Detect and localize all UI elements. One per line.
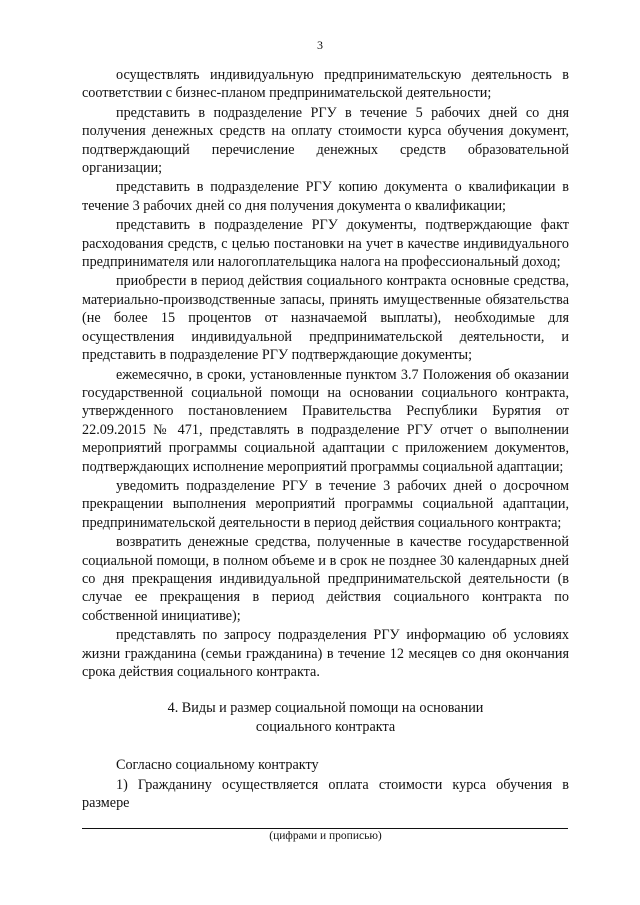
fill-in-caption: (цифрами и прописью) (269, 830, 382, 843)
paragraph: представить в подразделение РГУ копию документа о квалификации в течение 3 рабочих дней со дня получения документа о квалификации; (82, 179, 569, 214)
section-heading-line: социального контракта (255, 718, 396, 735)
document-body (82, 66, 569, 842)
paragraph: осуществлять индивидуальную предпринимательскую деятельность в соответствии с бизнес-планом предпринимательской деятельности; (82, 67, 569, 102)
paragraph: 1) Гражданину осуществляется оплата стоимости курса обучения в размере (82, 776, 569, 812)
section-heading-line: 4. Виды и размер социальной помощи на основании (167, 700, 484, 717)
paragraph: представить в подразделение РГУ документы, подтверждающие факт расходования средств, с целью постановки на учет в качестве индивидуального предпринимателя или налогоплательщика налога на профессиональный доход; (82, 217, 569, 271)
paragraph: представлять по запросу подразделения РГУ информацию об условиях жизни гражданина (семьи гражданина) в течение 12 месяцев со дня окончания срока действия социального контракта. (82, 627, 569, 680)
paragraph: приобрести в период действия социального контракта основные средства, материально-производственные запасы, принять имущественные обязательства (не более 15 процентов от назначаемой выплаты), необходимые для осуществления индивидуальной предпринимательской деятельности, и представить в подразделение РГУ подтверждающие документы; (82, 273, 569, 364)
paragraph: ежемесячно, в сроки, установленные пунктом 3.7 Положения об оказании государственной социальной помощи на основании социального контракта, утвержденного постановлением Правительства Республики Бурятия от 22.09.2015 № 471, представлять в подразделение РГУ отчет о выполнении мероприятий программы социальной адаптации с приложением документов, подтверждающих исполнение мероприятий программы социальной адаптации; (82, 366, 569, 475)
fill-in-line (82, 816, 568, 829)
paragraph: уведомить подразделение РГУ в течение 3 рабочих дней о досрочном прекращении выполнения мероприятий программы социальной адаптации, предпринимательской деятельности в период действия социального контракта; (82, 477, 569, 531)
section-heading (82, 699, 569, 736)
paragraph: Согласно социальному контракту (116, 757, 319, 774)
page-number: 3 (317, 38, 323, 52)
paragraph: представить в подразделение РГУ в течение 5 рабочих дней со дня получения денежных средств на оплату стоимости курса обучения документ, подтверждающий перечисление денежных средств образовательной организации; (82, 104, 569, 177)
paragraph: возвратить денежные средства, полученные в качестве государственной социальной помощи, в полном объеме и в срок не позднее 30 календарных дней со дня прекращения индивидуальной предпринимательской деятельности (в случае ее прекращения в период действия социального контракта по собственной инициативе); (82, 534, 569, 624)
